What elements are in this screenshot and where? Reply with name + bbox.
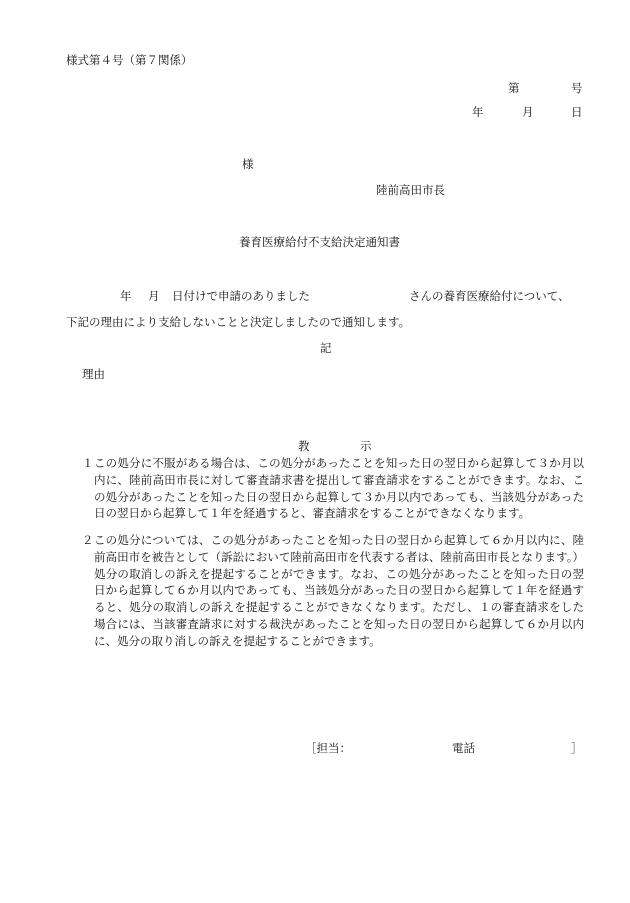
notice-item-1-text: この処分に不服がある場合は、この処分があったことを知った日の翌日から起算して３か月以内に、陸前高田市長に対して審査請求書を提出して審査請求をすることができます。なお、この処分があったことを知った日の翌日から起算して３か月以内であっても、当該処分があった日の翌日から起算して１年を経過すると、審査請求をすることができなくなります。 [94, 456, 584, 521]
date-day: 日 [571, 105, 583, 119]
body-name-suffix: さんの養育医療給付について、 [409, 289, 570, 303]
notice-item-1 [82, 455, 584, 522]
notice-title-a: 教 [298, 439, 310, 453]
number-suffix: 号 [571, 81, 583, 95]
notice-item-2-text: この処分については、この処分があったことを知った日の翌日から起算して６か月以内に、陸前高田市を被告として（訴訟において陸前高田市を代表する者は、陸前高田市長となります。）処分の取消しの訴えを提起することができます。なお、この処分があったことを知った日の翌日から起算して６か月以内であっても、当該処分があった日の翌日から起算して１年を経過すると、処分の取消しの訴えを提起することができなくなります。ただし、１の審査請求をした場合には、当該審査請求に対する裁決があったことを知った日の翌日から起算して６か月以内に、処分の取り消しの訴えを提起することができます。 [94, 533, 584, 648]
ki-label: 記 [320, 341, 332, 355]
document-title: 養育医療給付不支給決定通知書 [239, 235, 400, 249]
contact-phone-label: 電話 [452, 741, 475, 755]
date-year: 年 [472, 105, 484, 119]
notice-title-b: 示 [360, 439, 372, 453]
contact-close: ］ [571, 741, 583, 755]
contact-open: ［担当： [305, 741, 351, 755]
body-line-2: 下記の理由により支給しないことと決定しましたので通知します。 [66, 315, 411, 329]
notice-item-1-number: １ [82, 456, 94, 470]
body-date-text: 日付けで申請のありました [172, 289, 310, 303]
form-label: 様式第４号（第７関係） [66, 53, 193, 67]
notice-item-2 [82, 532, 584, 650]
issuer-name: 陸前高田市長 [376, 183, 445, 197]
body-year: 年 [120, 289, 132, 303]
addressee-honorific: 様 [242, 157, 254, 171]
notice-item-2-number: ２ [82, 533, 94, 547]
date-month: 月 [522, 105, 534, 119]
number-prefix: 第 [508, 81, 520, 95]
body-month: 月 [148, 289, 160, 303]
reason-label: 理由 [82, 367, 105, 381]
